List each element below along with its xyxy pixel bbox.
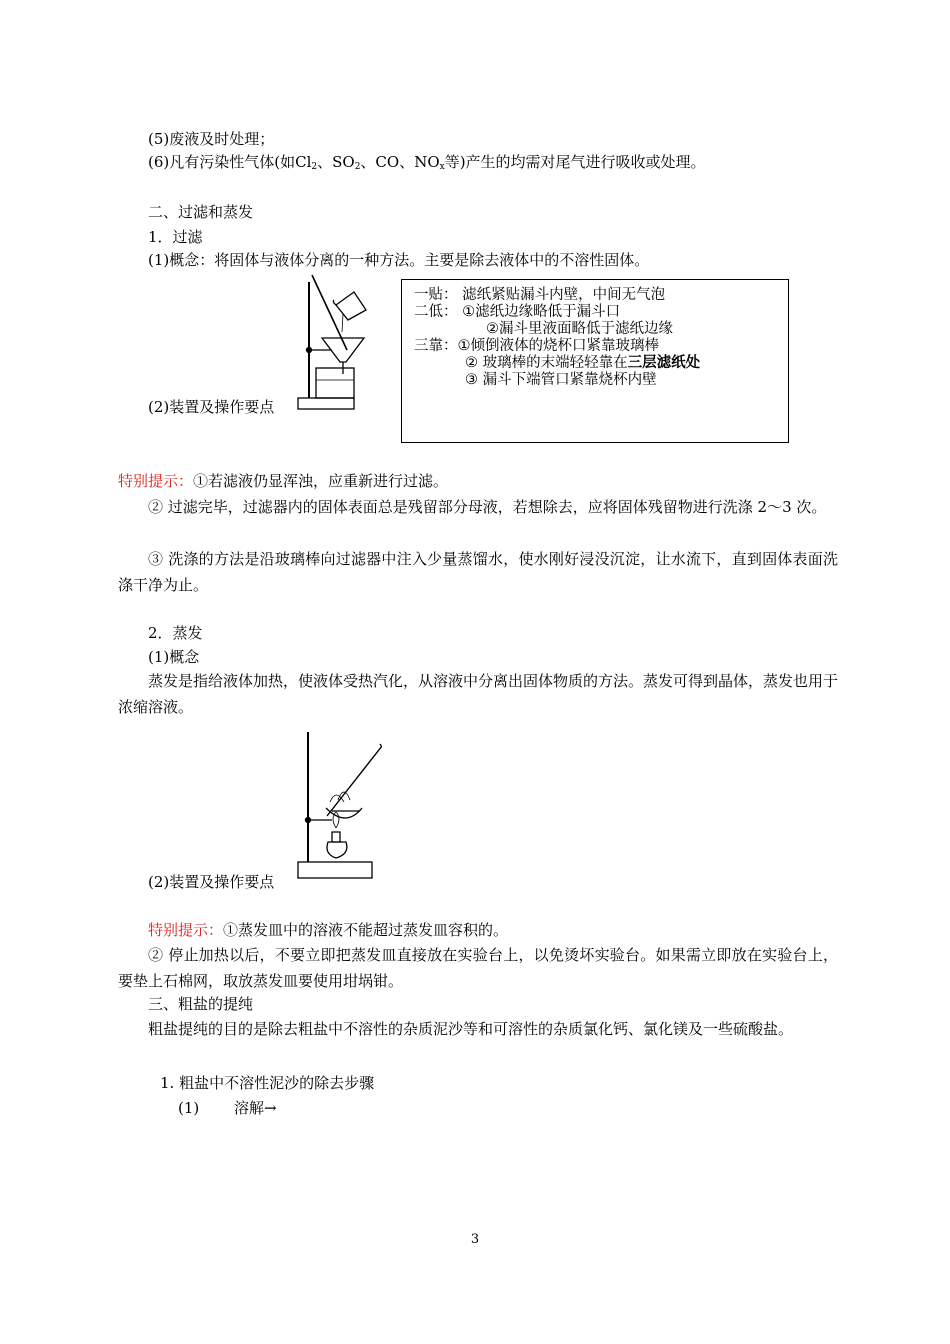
filtration-concept: (1)概念：将固体与液体分离的一种方法。主要是除去液体中的不溶性固体。 (148, 251, 650, 269)
filtration-apparatus-illustration (292, 270, 392, 412)
evaporation-tip-2: ② 停止加热以后，不要立即把蒸发皿直接放在实验台上，以免烫坏实验台。如果需立即放在实验台上，要垫上石棉网，取放蒸发皿要使用坩埚钳。 (118, 946, 838, 990)
box-line-3: ②漏斗里液面略低于滤纸边缘 (486, 321, 673, 337)
filtration-tip-3: ③ 洗涤的方法是沿玻璃棒向过滤器中注入少量蒸馏水，使水刚好浸没沉淀，让水流下，直到固体表面洗涤干净为止。 (118, 550, 838, 594)
evaporation-apparatus-illustration (292, 728, 382, 890)
page-number: 3 (470, 1232, 480, 1247)
evaporation-concept-label: (1)概念 (148, 648, 200, 666)
filtration-tip-2: ② 过滤完毕，过滤器内的固体表面总是残留部分母液，若想除去，应将固体残留物进行洗涤 2～3 次。 (148, 498, 827, 516)
salt-step-1-number: (1) (178, 1099, 200, 1117)
box-line-5: ② 玻璃棒的末端轻轻靠在三层滤纸处 (465, 355, 701, 371)
filtration-key-points-box (401, 279, 789, 443)
evaporation-tip-1: 特别提示：①蒸发皿中的溶液不能超过蒸发皿容积的。 (148, 921, 509, 939)
box-line-4: 三靠：①倾倒液体的烧杯口紧靠玻璃棒 (414, 338, 659, 354)
safety-item-5: (5)废液及时处理； (148, 130, 275, 148)
section-title-filtration-evaporation: 二、过滤和蒸发 (148, 203, 254, 221)
box-line-2: 二低： ①滤纸边缘略低于漏斗口 (414, 304, 621, 320)
salt-intro: 粗盐提纯的目的是除去粗盐中不溶性的杂质泥沙等和可溶性的杂质氯化钙、氯化镁及一些硫酸盐。 (148, 1020, 794, 1038)
box-line-6: ③ 漏斗下端管口紧靠烧杯内壁 (465, 372, 657, 388)
evaporation-subtitle: 2．蒸发 (148, 624, 203, 642)
filtration-apparatus-label: (2)装置及操作要点 (148, 398, 275, 416)
salt-step-title: 1. 粗盐中不溶性泥沙的除去步骤 (160, 1074, 375, 1092)
filtration-subtitle: 1．过滤 (148, 228, 203, 246)
salt-step-1-text: 溶解→ (234, 1099, 277, 1117)
safety-item-6: (6)凡有污染性气体(如$Cl_2$、$SO_2$、CO、$NO_x$等)产生的均需对尾气进行吸收或处理。 (148, 153, 706, 172)
section-title-salt: 三、粗盐的提纯 (148, 995, 254, 1013)
evaporation-apparatus-label: (2)装置及操作要点 (148, 873, 275, 891)
evaporation-concept: 蒸发是指给液体加热，使液体受热汽化，从溶液中分离出固体物质的方法。蒸发可得到晶体，蒸发也用于浓缩溶液。 (118, 672, 839, 716)
box-line-1: 一贴： 滤纸紧贴漏斗内壁，中间无气泡 (414, 287, 666, 303)
filtration-tip-1: 特别提示：①若滤液仍显浑浊，应重新进行过滤。 (118, 472, 449, 490)
